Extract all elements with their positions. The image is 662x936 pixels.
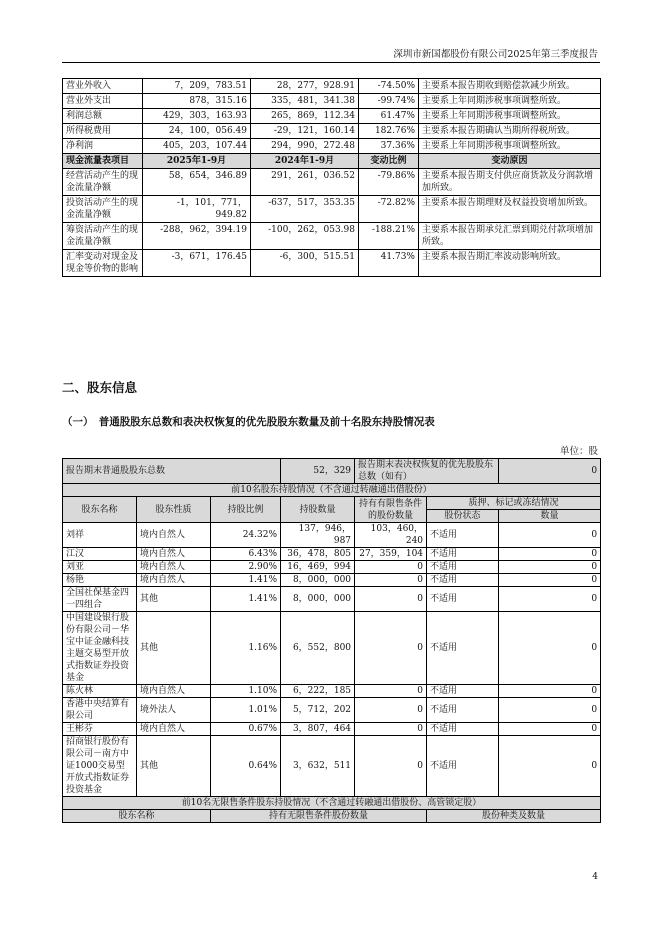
summary-label: 报告期末普通股股东总数 bbox=[63, 459, 281, 484]
section-header-row bbox=[63, 484, 601, 497]
holder-restricted: 0 bbox=[355, 574, 427, 587]
column-header: 持股数量 bbox=[281, 497, 355, 523]
current-value-cell: 7，209，783.51 bbox=[143, 79, 251, 94]
table-row bbox=[63, 736, 601, 797]
item-cell: 所得税费用 bbox=[63, 124, 143, 139]
change-cell: 61.47% bbox=[359, 109, 419, 124]
holder-nature: 境内自然人 bbox=[137, 561, 211, 574]
summary-label: 报告期末表决权恢复的优先股股东总数（如有） bbox=[355, 459, 499, 484]
prior-value-cell: -637，517，353.35 bbox=[251, 196, 359, 223]
table-row bbox=[63, 548, 601, 561]
item-cell: 营业外收入 bbox=[63, 79, 143, 94]
column-header: 股东名称 bbox=[63, 497, 137, 523]
column-header: 股东名称 bbox=[63, 810, 211, 823]
column-header: 股份种类及数量 bbox=[427, 810, 601, 823]
table-row bbox=[63, 109, 601, 124]
holder-amount: 8，000，000 bbox=[281, 587, 355, 612]
holder-ratio: 1.16% bbox=[211, 612, 281, 685]
holder-nature: 境内自然人 bbox=[137, 685, 211, 698]
holder-status: 不适用 bbox=[427, 561, 499, 574]
column-header: 变动比例 bbox=[359, 154, 419, 169]
prior-value-cell: -29，121，160.14 bbox=[251, 124, 359, 139]
current-value-cell: 429，303，163.93 bbox=[143, 109, 251, 124]
holder-status: 不适用 bbox=[427, 548, 499, 561]
holder-name: 江汉 bbox=[63, 548, 137, 561]
prior-value-cell: 265，869，112.34 bbox=[251, 109, 359, 124]
holder-qty: 0 bbox=[499, 587, 601, 612]
column-header: 数量 bbox=[499, 510, 601, 523]
holder-ratio: 6.43% bbox=[211, 548, 281, 561]
cashflow-header-row bbox=[63, 154, 601, 169]
holder-qty: 0 bbox=[499, 574, 601, 587]
holder-amount: 3，807，464 bbox=[281, 723, 355, 736]
holder-ratio: 0.64% bbox=[211, 736, 281, 797]
holder-amount: 6，552，800 bbox=[281, 612, 355, 685]
table-row bbox=[63, 139, 601, 154]
change-cell: -72.82% bbox=[359, 196, 419, 223]
holder-nature: 境内自然人 bbox=[137, 723, 211, 736]
prior-value-cell: 28，277，928.91 bbox=[251, 79, 359, 94]
reason-cell: 主要系本报告期确认当期所得税所致。 bbox=[419, 124, 601, 139]
current-value-cell: -288，962，394.19 bbox=[143, 223, 251, 250]
summary-value: 52，329 bbox=[281, 459, 355, 484]
current-value-cell: 878，315.16 bbox=[143, 94, 251, 109]
holder-nature: 境内自然人 bbox=[137, 523, 211, 548]
holder-name: 香港中央结算有限公司 bbox=[63, 698, 137, 723]
holder-amount: 6，222，185 bbox=[281, 685, 355, 698]
holder-nature: 其他 bbox=[137, 612, 211, 685]
change-cell: -188.21% bbox=[359, 223, 419, 250]
item-cell: 营业外支出 bbox=[63, 94, 143, 109]
table-row bbox=[63, 124, 601, 139]
holder-restricted: 0 bbox=[355, 612, 427, 685]
change-cell: -79.86% bbox=[359, 169, 419, 196]
header-divider bbox=[62, 62, 600, 63]
holder-status: 不适用 bbox=[427, 587, 499, 612]
page-number: 4 bbox=[592, 872, 598, 882]
summary-row bbox=[63, 459, 601, 484]
column-header: 变动原因 bbox=[419, 154, 601, 169]
holder-ratio: 1.01% bbox=[211, 698, 281, 723]
holder-qty: 0 bbox=[499, 698, 601, 723]
summary-value: 0 bbox=[499, 459, 601, 484]
holder-ratio: 1.10% bbox=[211, 685, 281, 698]
table-row bbox=[63, 723, 601, 736]
subsection-title: （一） 普通股股东总数和表决权恢复的优先股股东数量及前十名股东持股情况表 bbox=[62, 416, 435, 428]
holder-name: 招商银行股份有限公司－南方中证1000交易型开放式指数证券投资基金 bbox=[63, 736, 137, 797]
current-value-cell: -3，671，176.45 bbox=[143, 250, 251, 277]
page-header: 深圳市新国都股份有限公司2025年第三季度报告 bbox=[393, 49, 598, 60]
current-value-cell: 58，654，346.89 bbox=[143, 169, 251, 196]
prior-value-cell: -100，262，053.98 bbox=[251, 223, 359, 250]
column-header: 股东性质 bbox=[137, 497, 211, 523]
shareholders-table bbox=[62, 458, 601, 823]
column-header: 持有无限售条件股份数量 bbox=[211, 810, 427, 823]
holder-amount: 137，946，987 bbox=[281, 523, 355, 548]
column-header: 股份状态 bbox=[427, 510, 499, 523]
column-header: 质押、标记或冻结情况 bbox=[427, 497, 601, 510]
table-row bbox=[63, 574, 601, 587]
holder-ratio: 1.41% bbox=[211, 587, 281, 612]
change-cell: -74.50% bbox=[359, 79, 419, 94]
holder-name: 杨艳 bbox=[63, 574, 137, 587]
holder-restricted: 0 bbox=[355, 587, 427, 612]
reason-cell: 主要系本报告期支付供应商货款及分润款增加所致。 bbox=[419, 169, 601, 196]
change-cell: 37.36% bbox=[359, 139, 419, 154]
reason-cell: 主要系上年同期涉税事项调整所致。 bbox=[419, 139, 601, 154]
holder-status: 不适用 bbox=[427, 698, 499, 723]
column-header: 现金流量表项目 bbox=[63, 154, 143, 169]
holder-qty: 0 bbox=[499, 723, 601, 736]
holder-status: 不适用 bbox=[427, 685, 499, 698]
section-title: 二、股东信息 bbox=[62, 380, 138, 395]
table-row bbox=[63, 94, 601, 109]
reason-cell: 主要系本报告期理财及权益投资增加所致。 bbox=[419, 196, 601, 223]
holder-qty: 0 bbox=[499, 548, 601, 561]
holder-nature: 境内自然人 bbox=[137, 548, 211, 561]
holder-restricted: 0 bbox=[355, 561, 427, 574]
current-value-cell: -1，101，771，949.82 bbox=[143, 196, 251, 223]
change-cell: 41.73% bbox=[359, 250, 419, 277]
column-header: 2025年1-9月 bbox=[143, 154, 251, 169]
reason-cell: 主要系本报告期收到赔偿款减少所致。 bbox=[419, 79, 601, 94]
section-header-row bbox=[63, 797, 601, 810]
income-cashflow-table bbox=[62, 78, 601, 277]
holder-ratio: 24.32% bbox=[211, 523, 281, 548]
item-cell: 筹资活动产生的现金流量净额 bbox=[63, 223, 143, 250]
change-cell: -99.74% bbox=[359, 94, 419, 109]
holder-restricted: 0 bbox=[355, 685, 427, 698]
reason-cell: 主要系本报告期汇率波动影响所致。 bbox=[419, 250, 601, 277]
holder-qty: 0 bbox=[499, 612, 601, 685]
reason-cell: 主要系本报告期承兑汇票到期兑付款项增加所致。 bbox=[419, 223, 601, 250]
table-row bbox=[63, 169, 601, 196]
holder-status: 不适用 bbox=[427, 523, 499, 548]
holder-qty: 0 bbox=[499, 523, 601, 548]
current-value-cell: 24，100，056.49 bbox=[143, 124, 251, 139]
holder-ratio: 0.67% bbox=[211, 723, 281, 736]
table-row bbox=[63, 561, 601, 574]
item-cell: 经营活动产生的现金流量净额 bbox=[63, 169, 143, 196]
holder-name: 王彬芬 bbox=[63, 723, 137, 736]
prior-value-cell: -6，300，515.51 bbox=[251, 250, 359, 277]
table-row bbox=[63, 698, 601, 723]
holder-qty: 0 bbox=[499, 736, 601, 797]
item-cell: 汇率变动对现金及现金等价物的影响 bbox=[63, 250, 143, 277]
holder-name: 陈火林 bbox=[63, 685, 137, 698]
holder-name: 全国社保基金四一四组合 bbox=[63, 587, 137, 612]
reason-cell: 主要系上年同期涉税事项调整所致。 bbox=[419, 109, 601, 124]
column-header: 持有有限售条件的股份数量 bbox=[355, 497, 427, 523]
holder-ratio: 2.90% bbox=[211, 561, 281, 574]
holder-amount: 16，469，994 bbox=[281, 561, 355, 574]
holder-amount: 5，712，202 bbox=[281, 698, 355, 723]
holder-nature: 境内自然人 bbox=[137, 574, 211, 587]
column-header: 2024年1-9月 bbox=[251, 154, 359, 169]
holder-restricted: 0 bbox=[355, 698, 427, 723]
holder-restricted: 103，460，240 bbox=[355, 523, 427, 548]
prior-value-cell: 335，481，341.38 bbox=[251, 94, 359, 109]
item-cell: 投资活动产生的现金流量净额 bbox=[63, 196, 143, 223]
top10-title: 前10名股东持股情况（不含通过转融通出借股份） bbox=[63, 484, 601, 497]
holder-restricted: 0 bbox=[355, 736, 427, 797]
reason-cell: 主要系上年同期涉税事项调整所致。 bbox=[419, 94, 601, 109]
table-row bbox=[63, 196, 601, 223]
item-cell: 利润总额 bbox=[63, 109, 143, 124]
column-header: 持股比例 bbox=[211, 497, 281, 523]
table-row bbox=[63, 523, 601, 548]
table-row bbox=[63, 587, 601, 612]
unrestricted-title: 前10名无限售条件股东持股情况（不含通过转融通出借股份、高管锁定股） bbox=[63, 797, 601, 810]
holder-status: 不适用 bbox=[427, 574, 499, 587]
table-row bbox=[63, 79, 601, 94]
column-header-row bbox=[63, 810, 601, 823]
holder-qty: 0 bbox=[499, 561, 601, 574]
table-row bbox=[63, 612, 601, 685]
holder-restricted: 27，359，104 bbox=[355, 548, 427, 561]
prior-value-cell: 291，261，036.52 bbox=[251, 169, 359, 196]
holder-ratio: 1.41% bbox=[211, 574, 281, 587]
holder-name: 刘祥 bbox=[63, 523, 137, 548]
holder-nature: 其他 bbox=[137, 587, 211, 612]
unit-label: 单位：股 bbox=[559, 446, 598, 457]
prior-value-cell: 294，990，272.48 bbox=[251, 139, 359, 154]
holder-nature: 其他 bbox=[137, 736, 211, 797]
holder-status: 不适用 bbox=[427, 612, 499, 685]
holder-restricted: 0 bbox=[355, 723, 427, 736]
holder-amount: 3，632，511 bbox=[281, 736, 355, 797]
holder-amount: 36，478，805 bbox=[281, 548, 355, 561]
table-row bbox=[63, 250, 601, 277]
holder-nature: 境外法人 bbox=[137, 698, 211, 723]
holder-amount: 8，000，000 bbox=[281, 574, 355, 587]
current-value-cell: 405，203，107.44 bbox=[143, 139, 251, 154]
column-header-row bbox=[63, 497, 601, 510]
holder-name: 刘亚 bbox=[63, 561, 137, 574]
holder-status: 不适用 bbox=[427, 736, 499, 797]
item-cell: 净利润 bbox=[63, 139, 143, 154]
holder-qty: 0 bbox=[499, 685, 601, 698]
holder-status: 不适用 bbox=[427, 723, 499, 736]
holder-name: 中国建设银行股份有限公司－华宝中证金融科技主题交易型开放式指数证券投资基金 bbox=[63, 612, 137, 685]
table-row bbox=[63, 685, 601, 698]
change-cell: 182.76% bbox=[359, 124, 419, 139]
table-row bbox=[63, 223, 601, 250]
